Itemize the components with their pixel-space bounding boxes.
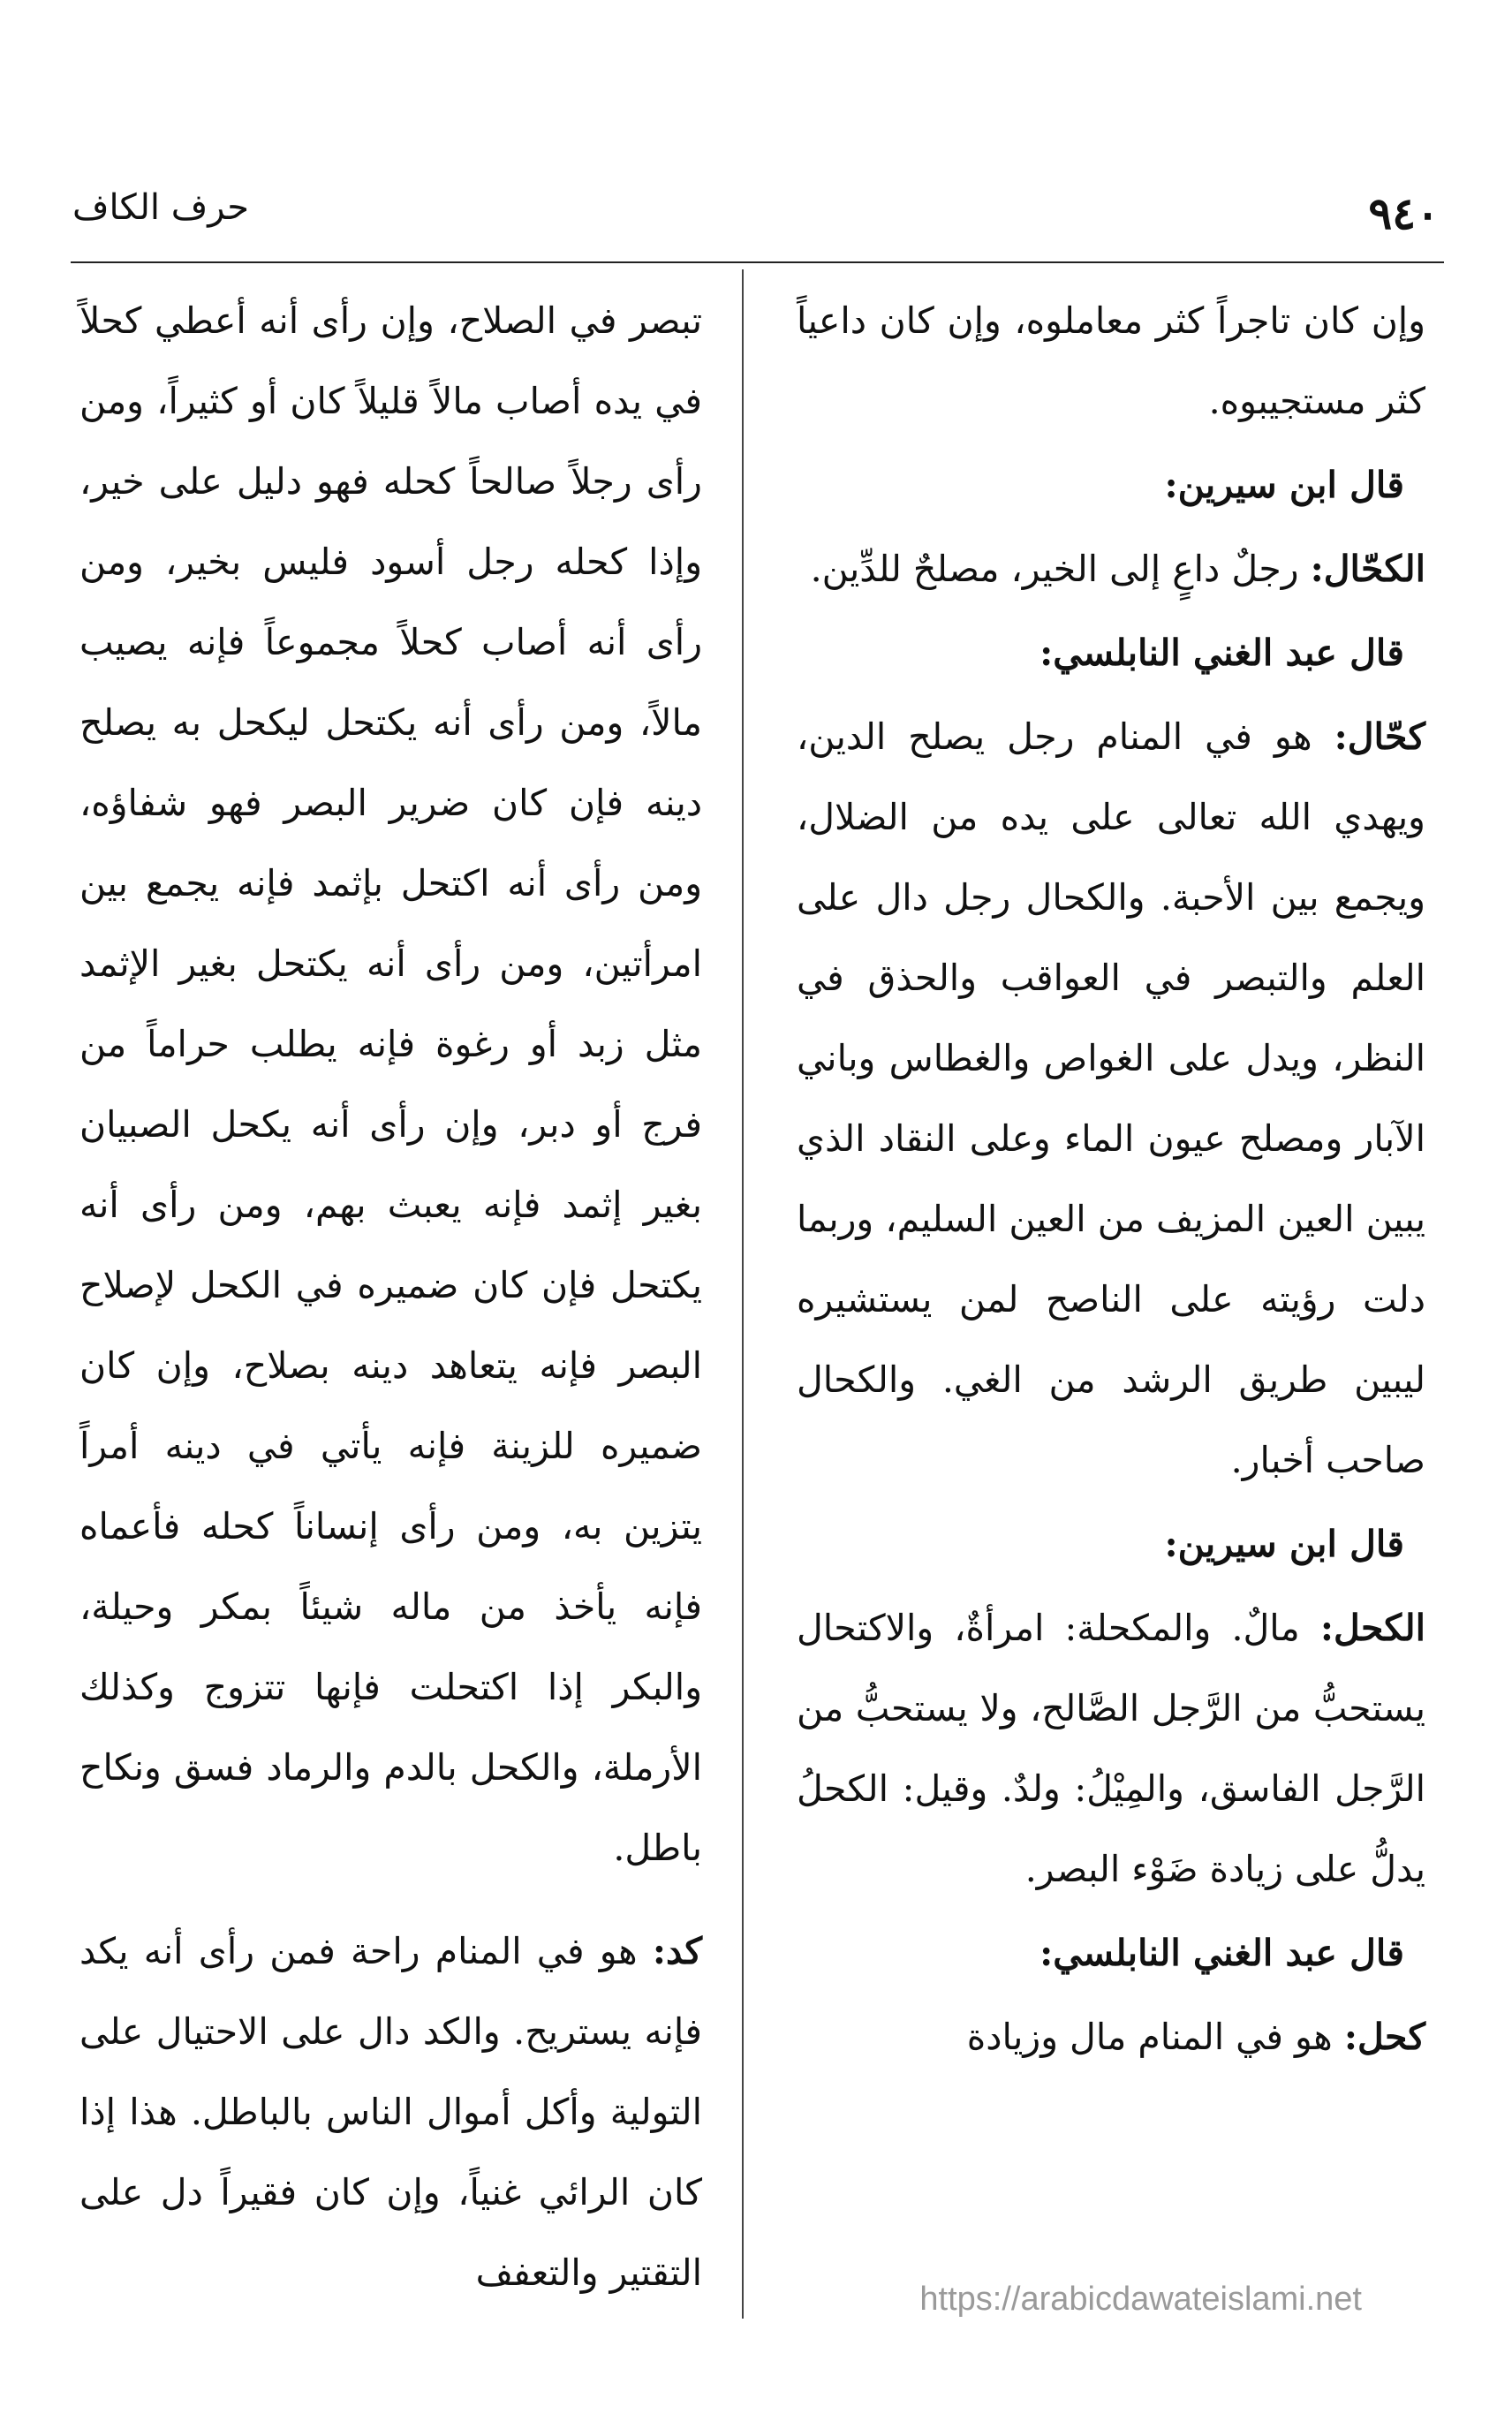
paragraph: وإن كان تاجراً كثر معاملوه، وإن كان داعياً كثر مستجيبوه. (797, 299, 1425, 422)
entry-text: هو في المنام رجل يصلح الدين، ويهدي الله تعالى على يده من الضلال، ويجمع بين الأحبة. والكحال رجل دال على العلم والتبصر في العواقب والحذق في النظر، ويدل على الغواص والغطاس وباني الآبار ومصلح عيون الماء وعلى النقاد الذي يبين العين المزيف من العين السليم، وربما دلت رؤيته على الناصح لمن يستشيره ليبين طريق الرشد من الغي. والكحال صاحب أخبار. (797, 715, 1425, 1481)
section-heading: قال ابن سيرين: (1164, 1523, 1404, 1565)
entry-term: كد: (652, 1930, 702, 1972)
entry (797, 1997, 1425, 2077)
column-divider (742, 269, 744, 2319)
watermark: https://arabicdawateislami.net (919, 2281, 1362, 2318)
entry-text: مالٌ. والمكحلة: امرأةٌ، والاكتحال يستحبُّ من الرَّجل الصَّالح، ولا يستحبُّ من الرَّجل الفاسق، والمِيْلُ: ولدٌ. وقيل: الكحلُ يدلُّ على زيادة ضَوْء البصر. (797, 1607, 1425, 1890)
entry-text: هو في المنام مال وزيادة (966, 2016, 1344, 2058)
header-rule (71, 261, 1444, 263)
section-heading: قال ابن سيرين: (1164, 464, 1404, 506)
right-column (797, 281, 1425, 2077)
section-heading: قال عبد الغني النابلسي: (1040, 632, 1404, 674)
left-column (79, 281, 702, 2313)
entry-text: هو في المنام راحة فمن رأى أنه يكد فإنه يستريح. والكد دال على الاحتيال على التولية وأكل أموال الناس بالباطل. هذا إذا كان الرائي غنياً، وإن كان فقيراً دل على التقتير والتعفف (79, 1930, 702, 2294)
entry (797, 1588, 1425, 1910)
entry-term: الكحل: (1319, 1607, 1425, 1649)
entry (79, 1911, 702, 2313)
section-heading: قال عبد الغني النابلسي: (1040, 1932, 1404, 1974)
entry (797, 529, 1425, 609)
entry-term: الكحّال: (1310, 548, 1425, 590)
paragraph: تبصر في الصلاح، وإن رأى أنه أعطي كحلاً في يده أصاب مالاً قليلاً كان أو كثيراً، ومن رأى رجلاً صالحاً كحله فهو دليل على خير، وإذا كحله رجل أسود فليس بخير، ومن رأى أنه أصاب كحلاً مجموعاً فإنه يصيب مالاً، ومن رأى أنه يكتحل ليكحل به يصلح دينه فإن كان ضرير البصر فهو شفاؤه، ومن رأى أنه اكتحل بإثمد فإنه يجمع بين امرأتين، ومن رأى أنه يكتحل بغير الإثمد مثل زبد أو رغوة فإنه يطلب حراماً من فرج أو دبر، وإن رأى أنه يكحل الصبيان بغير إثمد فإنه يعبث بهم، ومن رأى أنه يكتحل فإن كان ضميره في الكحل لإصلاح البصر فإنه يتعاهد دينه بصلاح، وإن كان ضميره للزينة فإنه يأتي في دينه أمراً يتزين به، ومن رأى إنساناً كحله فأعماه فإنه يأخذ من ماله شيئاً بمكر وحيلة، والبكر إذا اكتحلت فإنها تتزوج وكذلك الأرملة، والكحل بالدم والرماد فسق ونكاح باطل. (79, 299, 702, 1869)
entry-term: كحل: (1343, 2016, 1425, 2058)
entry-text: رجلٌ داعٍ إلى الخير، مصلحٌ للدِّين. (810, 548, 1311, 590)
running-header: حرف الكاف (72, 187, 250, 228)
entry-term: كحّال: (1334, 715, 1425, 758)
page-number: ٩٤٠ (1368, 187, 1440, 239)
entry (797, 697, 1425, 1501)
